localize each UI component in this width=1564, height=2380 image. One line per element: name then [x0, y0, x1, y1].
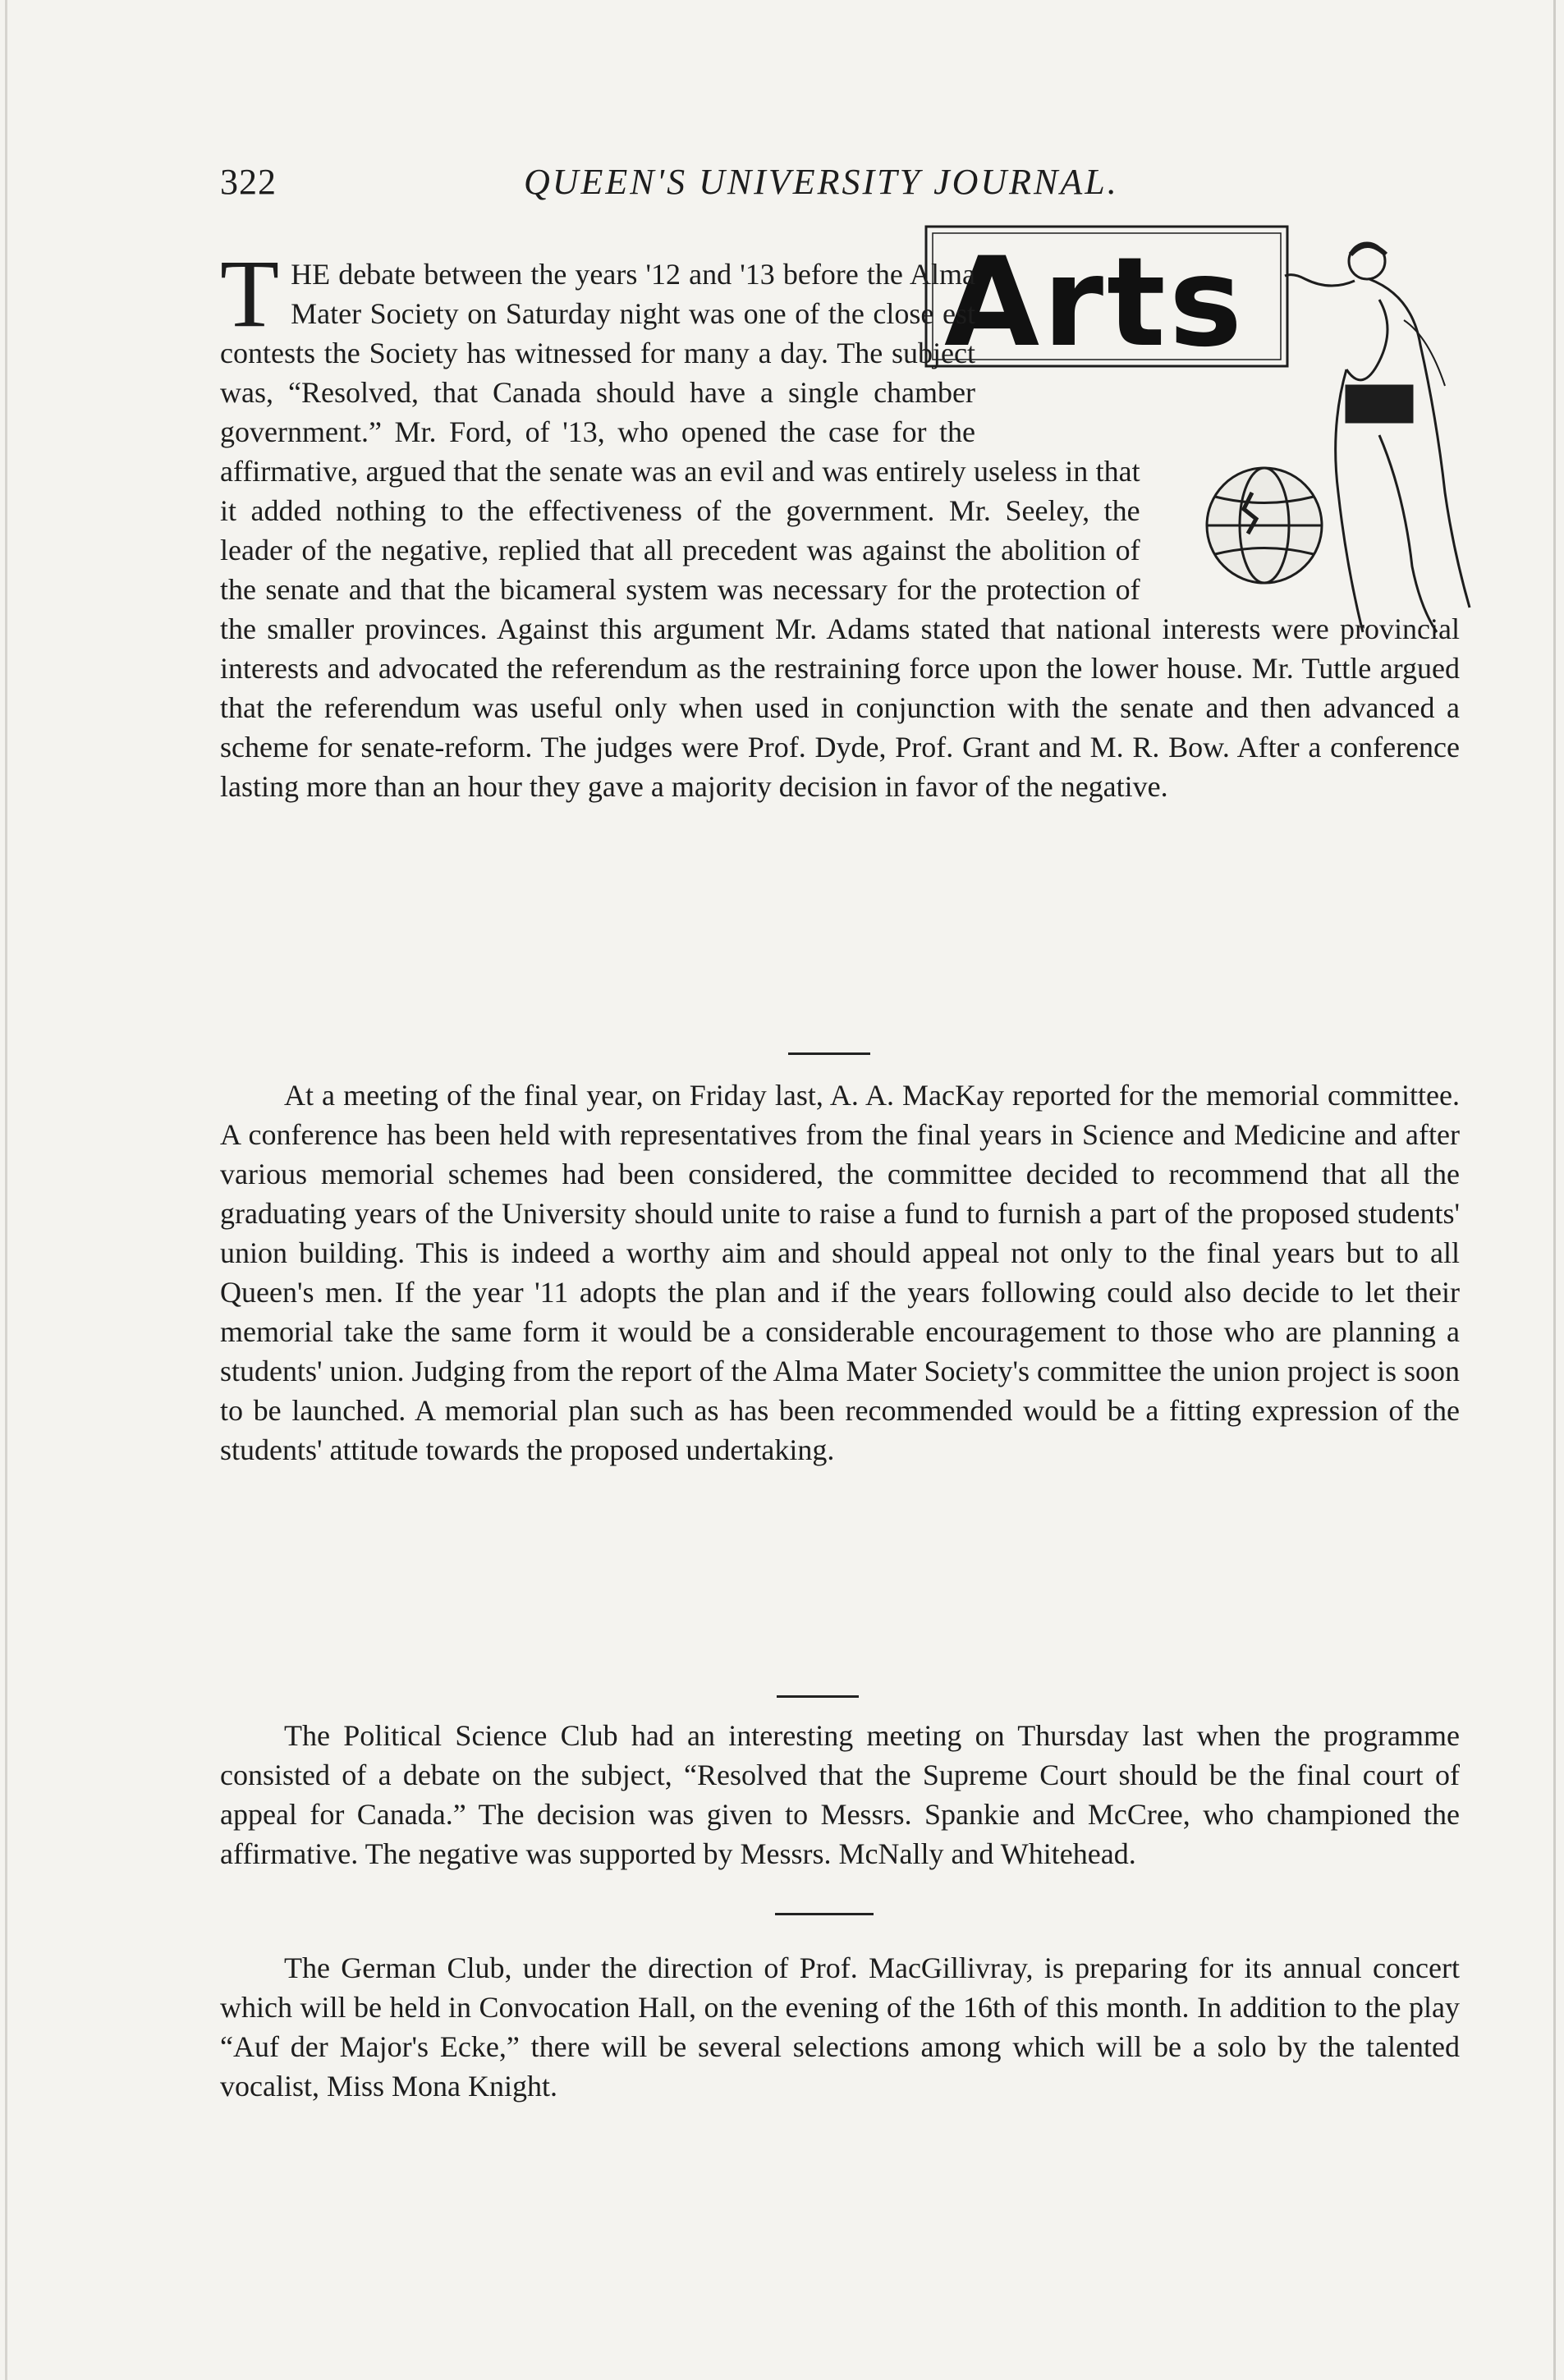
- page-edge-left: [5, 0, 7, 2380]
- article-text: The Political Science Club had an interesting meeting on Thursday last when the programme consisted of a debate on the subject, “Resolved that the Supreme Court should be the final court of appeal for Canada.” The decision was given to Messrs. Spankie and McCree, who championed the affirmative. The negative was supported by Messrs. McNally and Whitehead.: [220, 1719, 1460, 1870]
- arts-heading: Arts: [944, 232, 1246, 374]
- drop-cap: T: [220, 240, 280, 347]
- article-political-science: [220, 1716, 1460, 1873]
- section-divider: [775, 1913, 874, 1915]
- section-divider: [777, 1695, 859, 1698]
- article-memorial: [220, 1075, 1460, 1470]
- article-text: HE debate between the years '12 and '13 before the Alma Mater Society on Saturday night was one of the close est contests the Society has witnessed for many a day. The subject was, “Resolved, that Canada should have a single chamber government.” Mr. Ford, of '13, who opened the case for the affirmative, argued that the senate was an evil and was entirely useless in that it added nothing to the effectiveness of the government. Mr. Seeley, the leader of the negative, replied that all precedent was against the abolition of the senate and that the bicameral system was necessary for the protection of the smaller provinces. Against this argument Mr. Adams stated that national interests were provincial interests and advocated the referendum as the restraining force upon the lower house. Mr. Tuttle argued that the referendum was useful only when used in conjunction with the senate and then advanced a scheme for senate-reform. The judges were Prof. Dyde, Prof. Grant and M. R. Bow. After a conference lasting more than an hour they gave a majority decision in favor of the negative.: [220, 258, 1460, 803]
- article-german-club: [220, 1948, 1460, 2106]
- article-debate: [220, 240, 1460, 806]
- page-number: 322: [220, 162, 277, 202]
- journal-title: QUEEN'S UNIVERSITY JOURNAL.: [524, 162, 1119, 202]
- article-text: At a meeting of the final year, on Friday last, A. A. MacKay reported for the memorial committee. A conference has been held with representatives from the final years in Science and Medicine and after various memorial schemes had been considered, the committee decided to recommend that all the graduating years of the University should unite to raise a fund to furnish a part of the proposed students' union building. This is indeed a worthy aim and should appeal not only to the final years but to all Queen's men. If the year '11 adopts the plan and if the years following could also decide to let their memorial take the same form it would be a considerable encouragement to those who are planning a students' union. Judging from the report of the Alma Mater Society's committee the union project is soon to be launched. A memorial plan such as has been recommended would be a fitting expression of the students' attitude towards the proposed undertaking.: [220, 1079, 1460, 1466]
- article-text: The German Club, under the direction of Prof. MacGillivray, is preparing for its annual concert which will be held in Convocation Hall, on the evening of the 16th of this month. In addition to the play “Auf der Major's Ecke,” there will be several selections among which will be a solo by the talented vocalist, Miss Mona Knight.: [220, 1951, 1460, 2103]
- page-header: [220, 161, 1468, 218]
- section-divider: [788, 1052, 870, 1055]
